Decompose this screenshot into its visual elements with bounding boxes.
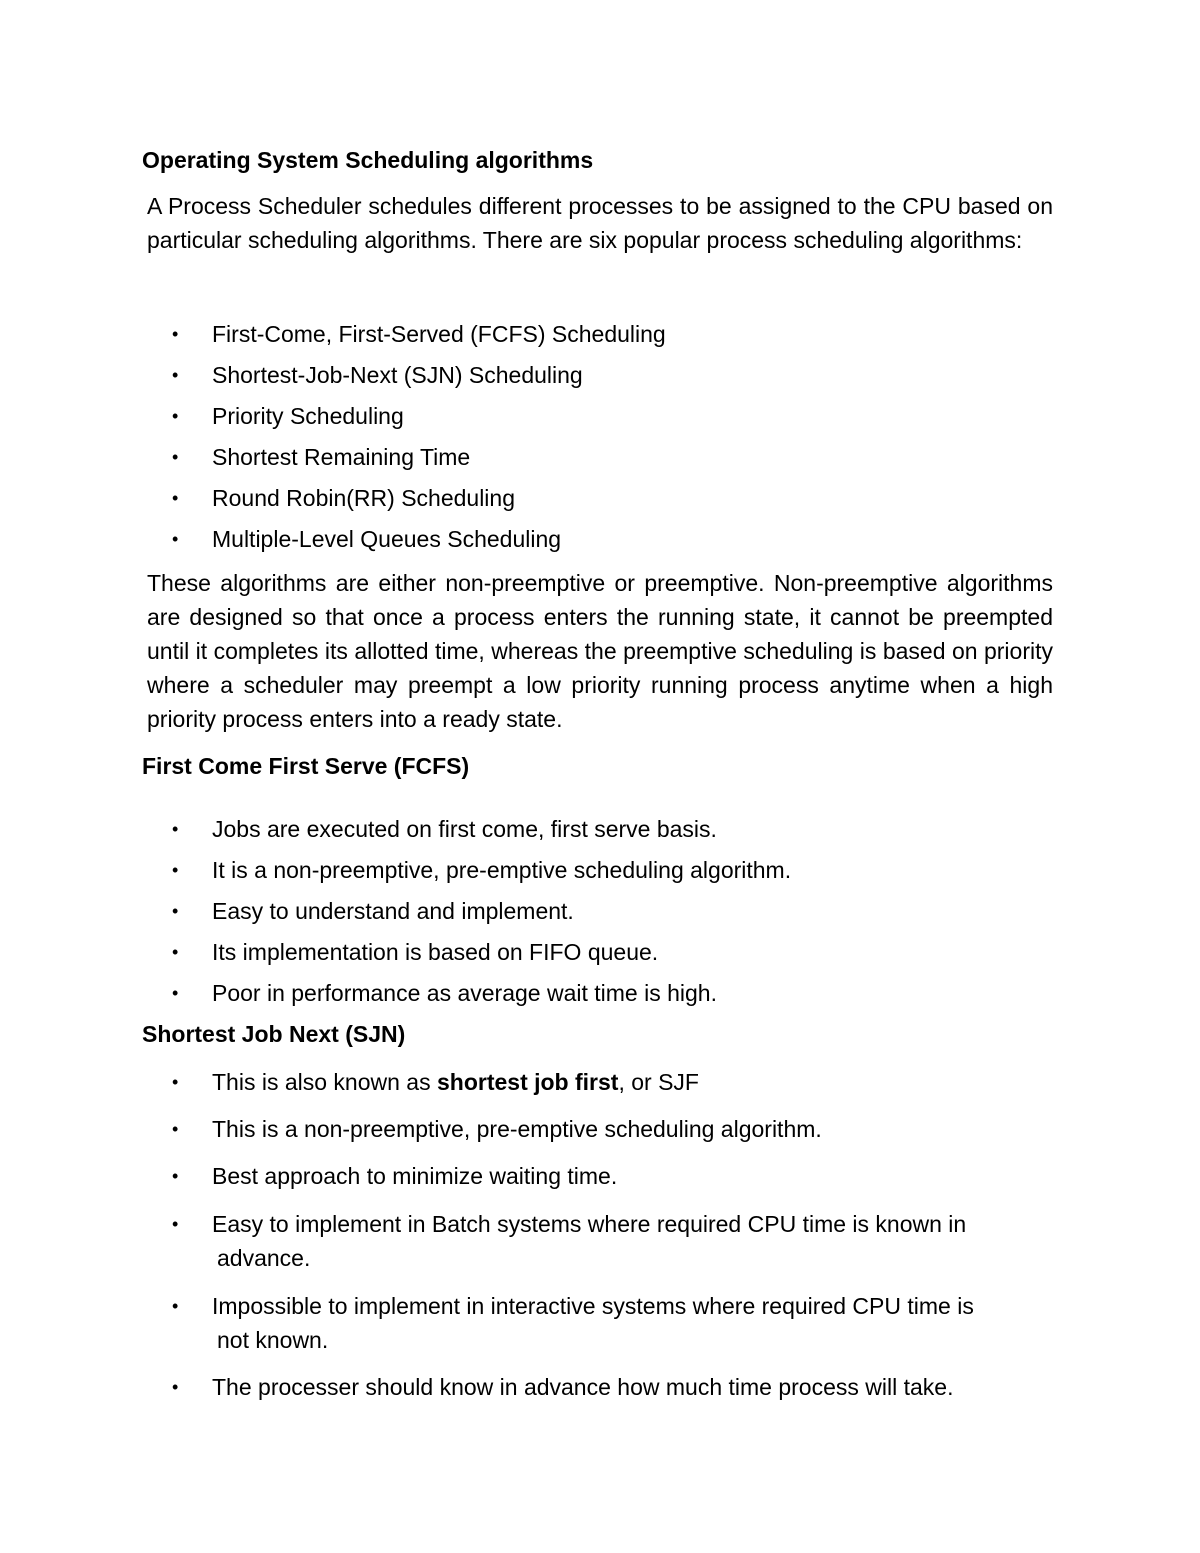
bullet-marker: • <box>172 324 179 344</box>
bullet-marker: • <box>172 860 179 880</box>
list-item: Its implementation is based on FIFO queue. <box>212 939 659 965</box>
list-item: Jobs are executed on first come, first serve basis. <box>212 816 717 842</box>
list-item: Easy to implement in Batch systems where required CPU time is known in <box>212 1211 967 1237</box>
bullet-marker: • <box>172 1166 179 1186</box>
list-item: Multiple-Level Queues Scheduling <box>212 526 562 552</box>
sjn-item1-bold: shortest job first <box>436 1069 619 1095</box>
sjn-item1-prefix: This is also known as <box>212 1069 437 1095</box>
bullet-marker: • <box>172 529 179 549</box>
bullet-marker: • <box>172 819 179 839</box>
list-item: Priority Scheduling <box>212 403 404 429</box>
list-item: The processer should know in advance how much time process will take. <box>212 1374 954 1400</box>
fcfs-heading: First Come First Serve (FCFS) <box>142 753 470 779</box>
list-item-continuation: not known. <box>217 1327 329 1353</box>
bullet-marker: • <box>172 1296 179 1316</box>
bullet-marker: • <box>172 365 179 385</box>
bullet-marker: • <box>172 1214 179 1234</box>
bullet-marker: • <box>172 1072 179 1092</box>
bullet-marker: • <box>172 1119 179 1139</box>
sjn-item1-suffix: , or SJF <box>618 1069 699 1095</box>
list-item: Impossible to implement in interactive systems where required CPU time is <box>212 1293 974 1319</box>
list-item: Shortest Remaining Time <box>212 444 471 470</box>
sjn-heading: Shortest Job Next (SJN) <box>142 1021 406 1047</box>
list-item: Round Robin(RR) Scheduling <box>212 485 515 511</box>
bullet-marker: • <box>172 983 179 1003</box>
list-item: Easy to understand and implement. <box>212 898 574 924</box>
intro-paragraph: A Process Scheduler schedules different processes to be assigned to the CPU based on particular scheduling algorithms. There are six popular process scheduling algorithms: <box>147 193 1053 253</box>
bullet-marker: • <box>172 942 179 962</box>
bullet-marker: • <box>172 406 179 426</box>
list-item: This is a non-preemptive, pre-emptive scheduling algorithm. <box>212 1116 822 1142</box>
list-item <box>212 1065 699 1099</box>
preemption-paragraph: These algorithms are either non-preemptive or preemptive. Non-preemptive algorithms are designed so that once a process enters the running state, it cannot be preempted until it completes its allotted time, whereas the preemptive scheduling is based on priority where a scheduler may preempt a low priority running process anytime when a high priority process enters into a ready state. <box>147 570 1053 732</box>
list-item: It is a non-preemptive, pre-emptive scheduling algorithm. <box>212 857 792 883</box>
list-item: Poor in performance as average wait time is high. <box>212 980 717 1006</box>
list-item-continuation: advance. <box>217 1245 311 1271</box>
list-item: Best approach to minimize waiting time. <box>212 1163 618 1189</box>
bullet-marker: • <box>172 488 179 508</box>
bullet-marker: • <box>172 901 179 921</box>
bullet-marker: • <box>172 1377 179 1397</box>
list-item: Shortest-Job-Next (SJN) Scheduling <box>212 362 583 388</box>
list-item: First-Come, First-Served (FCFS) Scheduling <box>212 321 666 347</box>
document-title: Operating System Scheduling algorithms <box>142 147 594 173</box>
bullet-marker: • <box>172 447 179 467</box>
